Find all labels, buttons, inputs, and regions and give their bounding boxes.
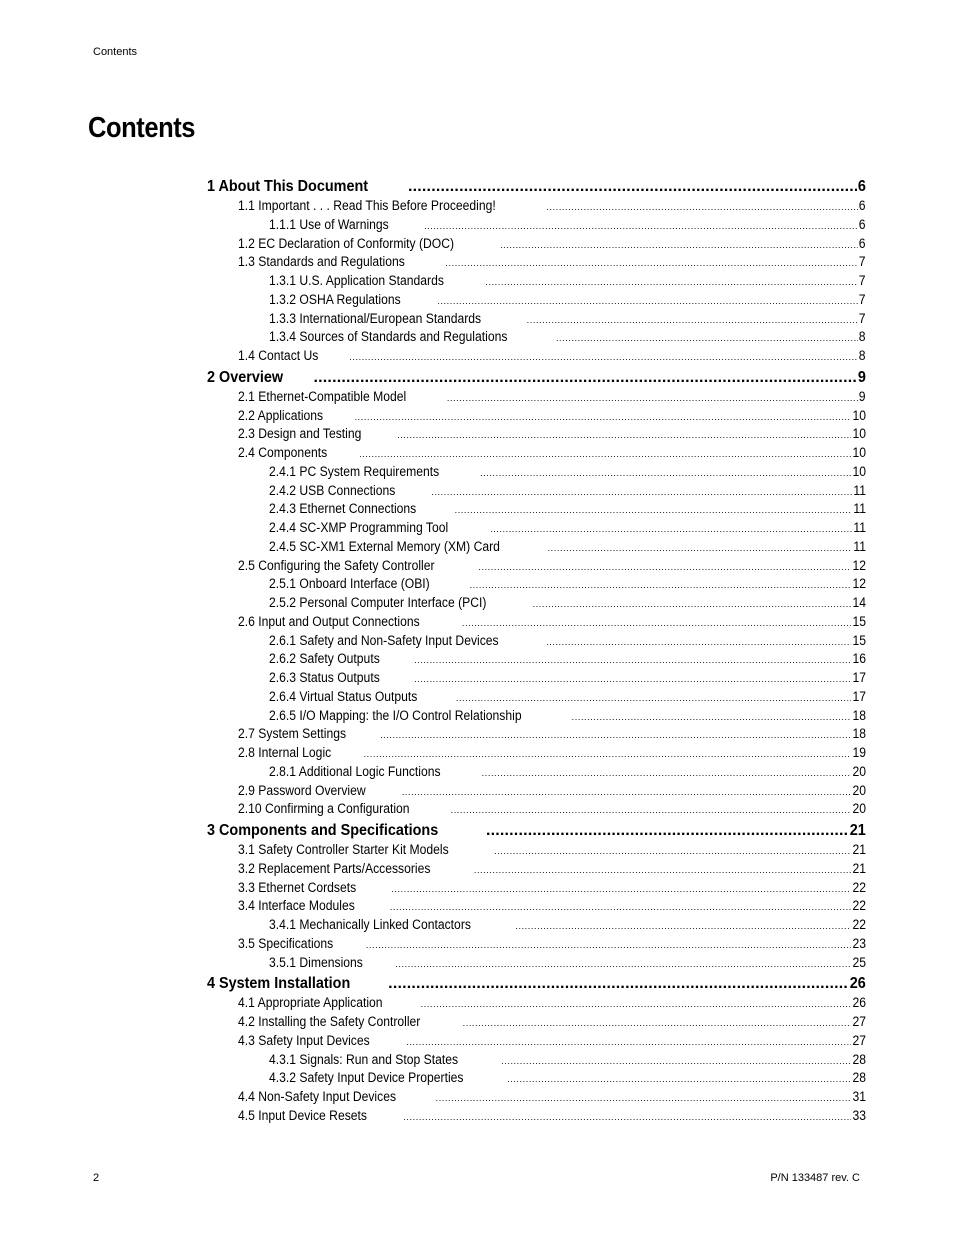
toc-entry-label: 3.3 Ethernet Cordsets [238,879,357,895]
toc-section-entry[interactable] [238,880,866,898]
toc-section-entry[interactable] [238,426,866,444]
toc-entry-page: 10 [852,407,866,423]
toc-entry-label: 1.4 Contact Us [238,348,319,363]
toc-section-entry[interactable] [238,389,866,407]
toc-entry-page: 20 [852,763,866,779]
toc-section-entry[interactable] [238,198,866,216]
toc-entry-label: 4.3.2 Safety Input Device Properties [269,1070,464,1086]
toc-subsection-entry[interactable] [269,539,866,557]
toc-entry-page: 7 [859,310,866,326]
toc-entry-label: 2.6.1 Safety and Non-Safety Input Devices [269,632,499,648]
toc-entry-page: 11 [853,538,866,554]
toc-entry-page: 10 [852,426,866,442]
toc-subsection-entry[interactable] [269,670,866,688]
dot-leader [527,315,859,325]
toc-subsection-entry[interactable] [269,311,866,329]
toc-entry-label: 2.6.4 Virtual Status Outputs [269,688,418,704]
dot-leader [474,865,851,875]
toc-chapter-entry[interactable] [207,369,866,391]
toc-entry-page: 7 [859,291,866,307]
dot-leader [470,580,851,590]
toc-entry-label: 2.4.4 SC-XMP Programming Tool [269,520,449,535]
dot-leader [455,505,852,515]
toc-entry-label: 2.3 Design and Testing [238,426,362,442]
toc-entry-page: 26 [849,975,866,993]
toc-entry-label: 2.6.3 Status Outputs [269,670,380,685]
toc-entry-label: 2.6 Input and Output Connections [238,613,420,629]
toc-entry-page: 31 [852,1089,866,1104]
toc-entry-page: 16 [852,651,866,667]
toc-entry-label: 1.1.1 Use of Warnings [269,216,389,232]
toc-entry-page: 6 [859,235,866,251]
toc-subsection-entry[interactable] [269,520,866,538]
dot-leader [515,921,851,931]
toc-entry-page: 22 [852,917,866,932]
toc-section-entry[interactable] [238,445,866,463]
toc-subsection-entry[interactable] [269,329,866,347]
toc-entry-page: 6 [859,216,866,232]
toc-subsection-entry[interactable] [269,576,866,594]
dot-leader [359,449,851,459]
dot-leader [421,999,851,1009]
dot-leader [390,902,851,912]
toc-subsection-entry[interactable] [269,1052,866,1070]
toc-subsection-entry[interactable] [269,651,866,669]
toc-entry-page: 22 [852,898,866,914]
toc-entry-page: 9 [857,368,866,386]
dot-leader [431,487,852,497]
page-number: 2 [93,1172,100,1184]
toc-entry-label: 2.4.2 USB Connections [269,482,396,498]
toc-entry-label: 2.9 Password Overview [238,782,366,798]
dot-leader [355,412,851,422]
toc-entry-page: 12 [852,557,866,573]
dot-leader [414,674,851,684]
toc-entry-label: 2.7 System Settings [238,726,347,742]
dot-leader [456,693,851,703]
dot-leader [406,1037,851,1047]
dot-leader [462,618,851,628]
toc-section-entry[interactable] [238,783,866,801]
toc-entry-label: 3.5 Specifications [238,935,334,951]
dot-leader [546,202,858,212]
dot-leader [402,787,851,797]
toc-subsection-entry[interactable] [269,955,866,973]
toc-entry-label: 2.5.2 Personal Computer Interface (PCI) [269,595,487,610]
toc-entry-page: 20 [852,782,866,798]
toc-entry-label: 2 Overview [207,368,284,386]
dot-leader [314,369,858,387]
toc-subsection-entry[interactable] [269,464,866,482]
toc-section-entry[interactable] [238,1014,866,1032]
toc-entry-page: 11 [853,501,866,517]
dot-leader [436,1093,851,1103]
toc-section-entry[interactable] [238,254,866,272]
dot-leader [424,221,858,231]
toc-entry-page: 21 [849,822,866,839]
toc-section-entry[interactable] [238,1089,866,1107]
dot-leader [556,333,859,343]
toc-entry-page: 27 [852,1014,866,1029]
toc-entry-page: 6 [859,198,866,213]
toc-subsection-entry[interactable] [269,501,866,519]
toc-entry-label: 3.5.1 Dimensions [269,954,363,970]
toc-entry-page: 11 [853,520,866,535]
toc-entry-page: 23 [852,935,866,951]
toc-entry-page: 7 [859,254,866,270]
dot-leader [463,1018,851,1028]
toc-entry-label: 4.5 Input Device Resets [238,1107,367,1123]
toc-entry-label: 4.3.1 Signals: Run and Stop States [269,1051,459,1067]
dot-leader [391,884,851,894]
toc-subsection-entry[interactable] [269,633,866,651]
dot-leader [572,712,851,722]
dot-leader [486,822,848,840]
toc-entry-label: 2.8.1 Additional Logic Functions [269,763,441,779]
running-header: Contents [93,46,138,58]
dot-leader [447,393,859,403]
dot-leader [366,940,851,950]
toc-entry-page: 15 [852,613,866,629]
toc-section-entry[interactable] [238,995,866,1013]
toc-entry-label: 4.3 Safety Input Devices [238,1032,370,1048]
toc-subsection-entry[interactable] [269,273,866,291]
dot-leader [380,730,851,740]
toc-chapter-entry[interactable] [207,975,866,997]
toc-entry-page: 21 [852,860,866,876]
toc-entry-page: 18 [852,707,866,723]
toc-entry-page: 17 [852,670,866,685]
dot-leader [494,846,851,856]
toc-chapter-entry[interactable] [207,178,866,200]
toc-entry-label: 2.5.1 Onboard Interface (OBI) [269,576,430,592]
toc-entry-label: 4 System Installation [207,975,351,993]
dot-leader [548,543,852,553]
toc-entry-page: 8 [859,348,866,363]
toc-section-entry[interactable] [238,801,866,819]
toc-entry-label: 3 Components and Specifications [207,822,439,839]
dot-leader [349,352,858,362]
toc-entry-label: 3.4 Interface Modules [238,898,355,914]
toc-entry-label: 3.4.1 Mechanically Linked Contactors [269,917,471,932]
toc-entry-page: 18 [852,726,866,742]
toc-section-entry[interactable] [238,558,866,576]
toc-entry-page: 28 [852,1051,866,1067]
dot-leader [490,524,852,534]
toc-entry-page: 19 [852,745,866,760]
toc-entry-page: 22 [852,879,866,895]
toc-entry-label: 2.10 Confirming a Configuration [238,801,410,817]
toc-entry-label: 1.2 EC Declaration of Conformity (DOC) [238,235,455,251]
toc-entry-page: 10 [852,445,866,460]
toc-subsection-entry[interactable] [269,292,866,310]
toc-entry-label: 2.4.3 Ethernet Connections [269,501,417,517]
toc-section-entry[interactable] [238,842,866,860]
dot-leader [500,240,858,250]
toc-entry-label: 1 About This Document [207,178,369,195]
toc-entry-page: 6 [857,178,866,195]
toc-entry-page: 25 [852,954,866,970]
toc-entry-page: 8 [859,329,866,345]
toc-subsection-entry[interactable] [269,1070,866,1088]
toc-entry-page: 10 [852,463,866,479]
toc-entry-page: 33 [852,1107,866,1123]
dot-leader [507,1074,851,1084]
toc-entry-page: 15 [852,632,866,648]
toc-subsection-entry[interactable] [269,708,866,726]
toc-chapter-entry[interactable] [207,822,866,844]
toc-entry-label: 1.3.3 International/European Standards [269,310,482,326]
toc-subsection-entry[interactable] [269,689,866,707]
toc-section-entry[interactable] [238,1108,866,1126]
dot-leader [546,637,851,647]
toc-entry-label: 2.1 Ethernet-Compatible Model [238,388,407,404]
toc-section-entry[interactable] [238,348,866,366]
toc-entry-label: 1.3.1 U.S. Application Standards [269,273,444,288]
toc-entry-page: 14 [852,595,866,610]
toc-entry-page: 20 [852,801,866,817]
toc-entry-page: 9 [859,388,866,404]
toc-entry-label: 2.6.5 I/O Mapping: the I/O Control Relationship [269,707,522,723]
toc-entry-label: 4.2 Installing the Safety Controller [238,1014,421,1029]
toc-entry-label: 3.2 Replacement Parts/Accessories [238,860,431,876]
toc-entry-label: 2.6.2 Safety Outputs [269,651,380,667]
toc-subsection-entry[interactable] [269,483,866,501]
toc-entry-label: 3.1 Safety Controller Starter Kit Models [238,842,449,857]
dot-leader [388,975,848,993]
dot-leader [414,655,851,665]
dot-leader [408,178,857,196]
toc-entry-label: 1.3 Standards and Regulations [238,254,405,270]
dot-leader [451,805,851,815]
toc-section-entry[interactable] [238,408,866,426]
page-title: Contents [88,112,196,144]
toc-entry-label: 1.3.4 Sources of Standards and Regulations [269,329,508,345]
toc-section-entry[interactable] [238,745,866,763]
toc-entry-label: 1.3.2 OSHA Regulations [269,291,401,307]
toc-entry-label: 2.2 Applications [238,407,324,423]
dot-leader [480,468,851,478]
part-number: P/N 133487 rev. C [770,1172,860,1184]
toc-entry-page: 28 [852,1070,866,1086]
toc-section-entry[interactable] [238,614,866,632]
toc-entry-label: 2.4.5 SC-XM1 External Memory (XM) Card [269,538,500,554]
toc-subsection-entry[interactable] [269,217,866,235]
toc-section-entry[interactable] [238,861,866,879]
dot-leader [403,1112,851,1122]
toc-entry-page: 7 [859,273,866,288]
dot-leader [395,959,851,969]
toc-section-entry[interactable] [238,1033,866,1051]
toc-section-entry[interactable] [238,936,866,954]
toc-entry-label: 1.1 Important . . . Read This Before Proceeding! [238,198,496,213]
toc-entry-label: 2.4.1 PC System Requirements [269,463,440,479]
toc-entry-label: 2.4 Components [238,445,328,460]
dot-leader [482,768,851,778]
toc-subsection-entry[interactable] [269,764,866,782]
toc-section-entry[interactable] [238,898,866,916]
toc-entry-page: 12 [852,576,866,592]
toc-section-entry[interactable] [238,236,866,254]
dot-leader [364,749,851,759]
toc-entry-page: 11 [853,482,866,498]
dot-leader [485,277,858,287]
toc-entry-page: 27 [852,1032,866,1048]
toc-subsection-entry[interactable] [269,917,866,935]
toc-subsection-entry[interactable] [269,595,866,613]
toc-entry-label: 4.4 Non-Safety Input Devices [238,1089,397,1104]
dot-leader [437,296,858,306]
toc-entry-label: 4.1 Appropriate Application [238,995,383,1011]
dot-leader [397,430,851,440]
toc-entry-label: 2.5 Configuring the Safety Controller [238,557,435,573]
dot-leader [533,599,851,609]
dot-leader [478,562,851,572]
dot-leader [501,1056,851,1066]
toc-entry-page: 17 [852,688,866,704]
toc-section-entry[interactable] [238,726,866,744]
toc-entry-label: 2.8 Internal Logic [238,745,332,760]
dot-leader [445,258,858,268]
toc-entry-page: 21 [852,842,866,857]
toc-entry-page: 26 [852,995,866,1011]
